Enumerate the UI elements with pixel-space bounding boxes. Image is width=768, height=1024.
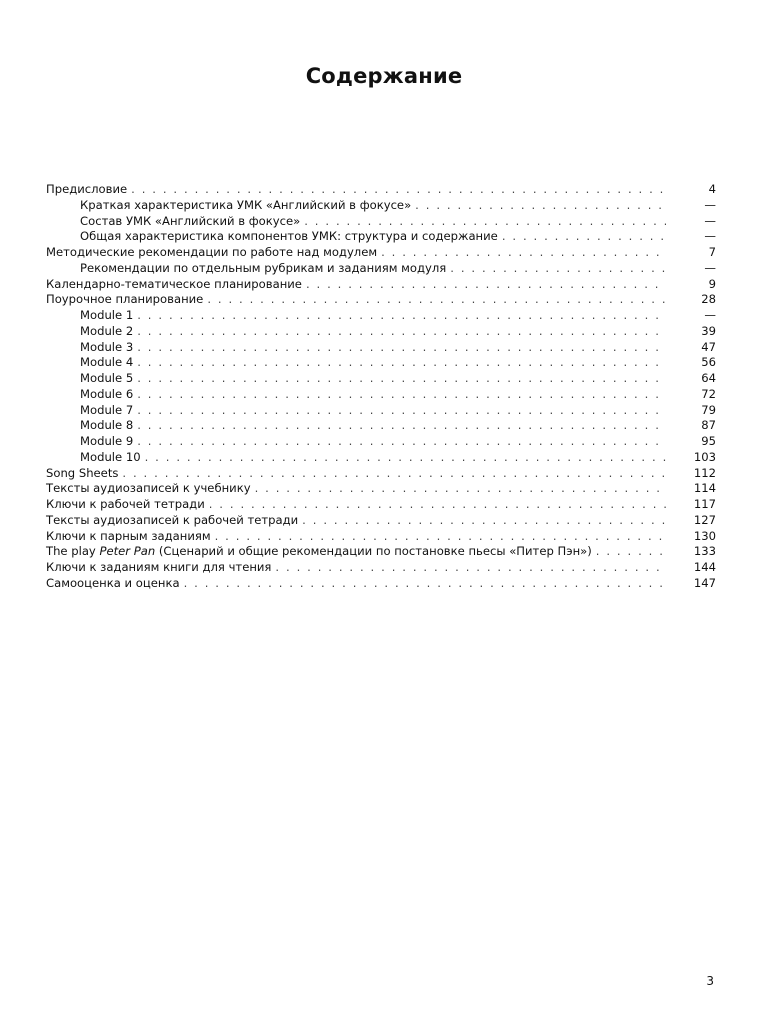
toc-entry — [46, 245, 716, 261]
dot-leader — [415, 198, 666, 214]
toc-entry-page: 144 — [693, 560, 716, 574]
dot-leader — [137, 434, 666, 450]
dot-leader — [137, 387, 666, 403]
toc-entry-label: Module 7 — [80, 402, 134, 417]
toc-entry — [46, 403, 716, 419]
dot-leader — [137, 308, 666, 324]
toc-entry — [46, 261, 716, 277]
toc-entry-page: 39 — [701, 323, 716, 338]
dot-leader — [137, 418, 666, 434]
toc-entry — [46, 308, 716, 324]
toc-entry — [46, 418, 716, 434]
dot-leader — [137, 355, 666, 371]
toc-entry-page: 147 — [693, 575, 716, 590]
toc-entry-page: 133 — [693, 544, 716, 559]
dot-leader — [137, 324, 666, 340]
dot-leader — [209, 497, 666, 513]
toc-entry — [46, 387, 716, 403]
toc-entry — [46, 324, 716, 340]
toc-entry-page: — — [704, 308, 716, 322]
dot-leader — [304, 214, 666, 230]
dot-leader — [137, 340, 666, 356]
toc-entry-label: Методические рекомендации по работе над модулем — [46, 245, 378, 259]
dot-leader — [215, 529, 666, 545]
toc-entry-page: 7 — [708, 245, 716, 259]
toc-entry — [46, 497, 716, 513]
toc-entry-label: Ключи к рабочей тетради — [46, 497, 205, 511]
toc-entry-page: — — [704, 213, 716, 228]
toc-entry — [46, 466, 716, 482]
table-of-contents — [46, 182, 716, 592]
dot-leader — [145, 450, 666, 466]
toc-entry-label: Общая характеристика компонентов УМК: структура и содержание — [80, 229, 498, 244]
toc-entry-page: — — [704, 260, 716, 275]
toc-entry-label: Краткая характеристика УМК «Английский в фокусе» — [80, 197, 412, 212]
dot-leader — [122, 466, 666, 482]
toc-entry-label: Календарно-тематическое планирование — [46, 276, 302, 291]
toc-entry-label: Module 9 — [80, 434, 134, 448]
toc-entry-label: Тексты аудиозаписей к рабочей тетради — [46, 512, 299, 527]
toc-entry-label: Module 2 — [80, 323, 134, 338]
toc-entry-page: 64 — [701, 371, 716, 385]
toc-entry-page: 114 — [693, 481, 716, 496]
toc-entry-label: Ключи к парным заданиям — [46, 528, 211, 543]
toc-entry-page: 127 — [693, 512, 716, 527]
toc-entry-label: Состав УМК «Английский в фокусе» — [80, 213, 301, 228]
toc-entry-page: 56 — [701, 355, 716, 370]
toc-entry — [46, 214, 716, 230]
toc-entry-label: Song Sheets — [46, 465, 119, 480]
toc-entry-label: Module 1 — [80, 308, 134, 322]
dot-leader — [255, 481, 666, 497]
toc-entry — [46, 277, 716, 293]
toc-entry-page: 95 — [701, 434, 716, 448]
toc-entry-label: Ключи к заданиям книги для чтения — [46, 560, 272, 574]
toc-entry — [46, 371, 716, 387]
toc-entry-label: Самооценка и оценка — [46, 575, 180, 590]
toc-entry — [46, 292, 716, 308]
toc-entry-page: 117 — [693, 497, 716, 511]
toc-entry — [46, 182, 716, 198]
toc-entry-label: Поурочное планирование — [46, 292, 204, 307]
dot-leader — [302, 513, 666, 529]
toc-entry-page: 28 — [701, 292, 716, 307]
toc-entry-page: 9 — [708, 276, 716, 291]
dot-leader — [137, 403, 666, 419]
toc-entry — [46, 340, 716, 356]
toc-entry-label: Рекомендации по отдельным рубрикам и заданиям модуля — [80, 260, 447, 275]
toc-entry-label: Предисловие — [46, 182, 128, 196]
toc-entry-label: Module 5 — [80, 371, 134, 385]
toc-entry — [46, 544, 716, 560]
toc-entry-label: Module 4 — [80, 355, 134, 370]
toc-entry-page: 130 — [693, 528, 716, 543]
toc-entry — [46, 560, 716, 576]
toc-entry-page: 112 — [693, 465, 716, 480]
toc-entry-label — [46, 544, 592, 560]
dot-leader — [502, 229, 666, 245]
toc-entry-page: 4 — [708, 182, 716, 196]
toc-entry-label: Module 8 — [80, 418, 134, 433]
toc-entry — [46, 513, 716, 529]
toc-entry-page: — — [704, 229, 716, 244]
dot-leader — [596, 544, 666, 560]
toc-entry — [46, 576, 716, 592]
toc-entry-page: 79 — [701, 402, 716, 417]
toc-entry — [46, 481, 716, 497]
toc-entry — [46, 355, 716, 371]
page-number: 3 — [706, 974, 714, 988]
dot-leader — [450, 261, 666, 277]
toc-entry-label: Module 10 — [80, 449, 141, 464]
toc-entry-page: 47 — [701, 339, 716, 354]
toc-entry — [46, 529, 716, 545]
dot-leader — [137, 371, 666, 387]
toc-entry-label-italic: Peter Pan — [99, 544, 156, 559]
toc-entry-page: — — [704, 197, 716, 212]
dot-leader — [381, 245, 666, 261]
page-title: Содержание — [305, 64, 463, 89]
toc-entry-label: Module 6 — [80, 386, 134, 401]
toc-entry-page: 87 — [701, 418, 716, 433]
toc-entry — [46, 198, 716, 214]
toc-entry — [46, 434, 716, 450]
dot-leader — [306, 277, 666, 293]
toc-entry-page: 72 — [701, 386, 716, 401]
toc-entry-label: Тексты аудиозаписей к учебнику — [46, 481, 251, 496]
toc-entry-page: 103 — [693, 449, 716, 464]
toc-entry-label: Module 3 — [80, 339, 134, 354]
dot-leader — [131, 182, 666, 198]
toc-entry — [46, 450, 716, 466]
dot-leader — [275, 560, 666, 576]
dot-leader — [184, 576, 666, 592]
toc-entry — [46, 229, 716, 245]
toc-entry-label-prefix: The play — [46, 544, 100, 559]
dot-leader — [207, 292, 666, 308]
toc-entry-label-suffix: (Сценарий и общие рекомендации по постановке пьесы «Питер Пэн») — [155, 544, 592, 559]
